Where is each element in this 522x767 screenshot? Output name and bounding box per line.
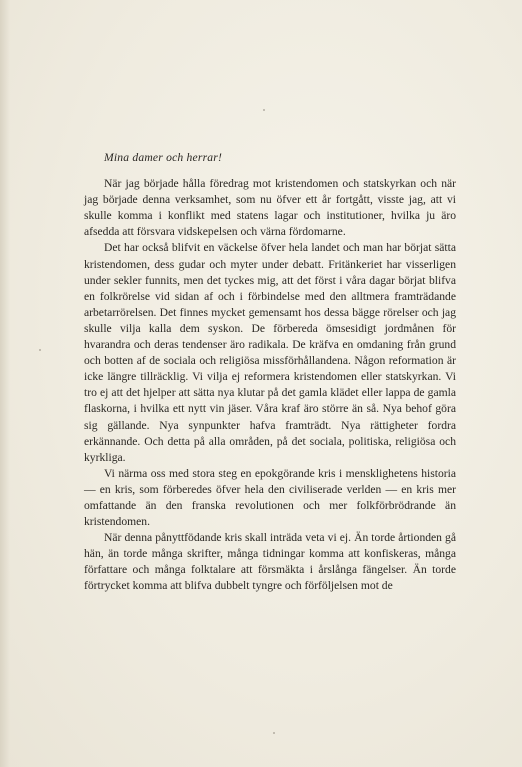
paper-speck — [273, 732, 275, 734]
paragraph-1: När jag började hålla föredrag mot kristendomen och statskyrkan och när jag började denna verksamhet, som nu öfver ett år fortgått, visste jag, att vi skulle komma i konflikt med statens lagar och institutioner, hvilka ju äro afsedda att försvara vidskepelsen och värna fördomarne. — [84, 177, 456, 239]
paragraph-3: Vi närma oss med stora steg en epokgörande kris i mensklighetens historia — en kris, som förberedes öfver hela den civiliserade verlden — en kris mer omfattande än den franska revolutionen och mer folkförbrödrande än kristendomen. — [84, 466, 456, 529]
paper-speck — [263, 109, 265, 111]
paragraph-4: När denna pånyttfödande kris skall inträda veta vi ej. Än torde årtionden gå hän, än torde många skrifter, många tidningar komma att konfiskeras, många författare och många folktalare att försmäkta i årslånga fängelser. Än torde förtrycket komma att blifva dubbelt tyngre och förföljelsen mot de — [84, 531, 456, 593]
salutation: Mina damer och herrar! — [104, 151, 223, 164]
page-gutter-shadow — [0, 0, 10, 767]
paper-speck — [39, 349, 41, 351]
body-text — [84, 150, 456, 595]
paragraph-2: Det har också blifvit en väckelse öfver hela landet och man har börjat sätta kristendomen, dess gudar och myter under debatt. Fritänkeriet har visserligen under sekler funnits, men det tyckes mig, att det först i våra dagar börjat blifva en folkrörelse vid sidan af och i förbindelse med den alltmera framträdande arbetarrörelsen. Det finnes mycket gemensamt hos dessa bägge rörelser och jag skulle vilja kalla dem syskon. De förbereda ömsesidigt jordmånen för hvarandra och deras tendenser äro radikala. De kräfva en omdaning från grund och botten af de sociala och religiösa missförhållandena. Någon reformation är icke längre tillräcklig. Vi vilja ej reformera kristendomen eller statskyrkan. Vi tro ej att det hjelper att sätta nya klutar på det gamla klädet eller lappa de gamla flaskorna, i hvilka ett nytt vin jäser. Våra kraf äro större än så. Nya behof göra sig gällande. Nya synpunkter hafva framträdt. Nya rättigheter fordra erkännande. Och detta på alla områden, på det sociala, politiska, religiösa och kyrkliga. — [84, 241, 456, 464]
